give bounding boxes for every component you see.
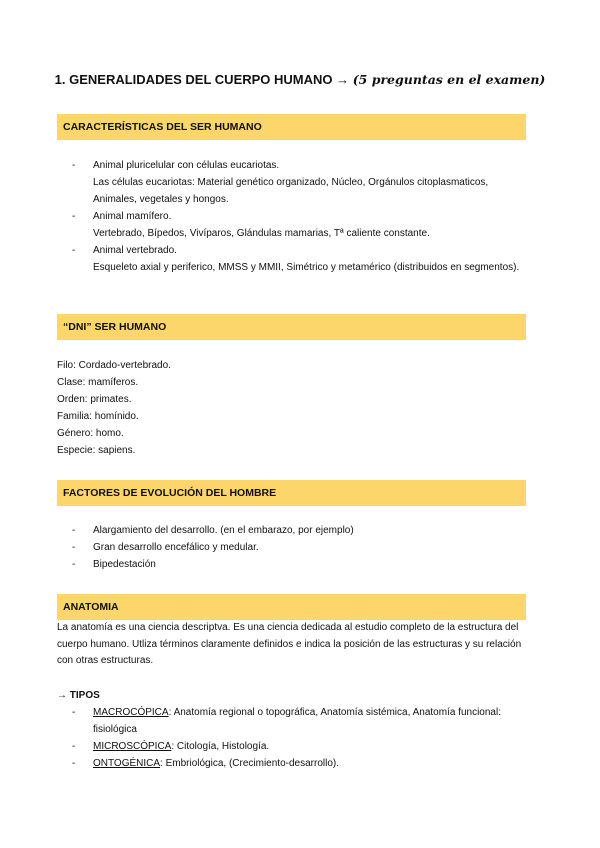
tipo-term: ONTOGÉNICA [93, 758, 161, 769]
caracteristicas-list [57, 157, 527, 276]
tipos-label: → TIPOS [57, 690, 100, 701]
section-body-dni [57, 357, 527, 459]
section-heading-anatomia: ANATOMIA [57, 594, 526, 620]
page-title [0, 72, 600, 87]
section-heading-factores: FACTORES DE EVOLUCIÓN DEL HOMBRE [57, 480, 526, 506]
tipo-desc: : Anatomía regional o topográfica, Anatomía sistémica, Anatomía funcional: fisiológica [93, 707, 501, 735]
factores-list [57, 522, 527, 573]
list-item: - Animal pluricelular con células eucariotas. Las células eucariotas: Material genético organizado, Núcleo, Orgánulos citoplasmaticos, Animales, vegetales y hongos. [57, 157, 527, 208]
title-note: (5 preguntas en el examen) [352, 72, 546, 87]
taxonomy-line: Filo: Cordado-vertebrado. [57, 360, 171, 371]
section-body-caracteristicas [57, 157, 527, 276]
tipo-term: MACROCÓPICA [93, 707, 169, 718]
list-item: - Gran desarrollo encefálico y medular. [57, 539, 527, 556]
list-item [57, 704, 527, 738]
section-heading-dni: “DNI” SER HUMANO [57, 314, 526, 340]
section-body-factores [57, 522, 527, 573]
list-item: - Bipedestación [57, 556, 527, 573]
taxonomy-line: Especie: sapiens. [57, 445, 136, 456]
title-main: 1. GENERALIDADES DEL CUERPO HUMANO [54, 72, 333, 87]
tipos-block [57, 687, 527, 772]
list-item [57, 738, 527, 755]
list-item: - Alargamiento del desarrollo. (en el embarazo, por ejemplo) [57, 522, 527, 539]
anatomia-paragraph: La anatomía es una ciencia descriptva. Es una ciencia dedicada al estudio completo de la estructura del cuerpo humano. Utliza términos claramente definidos e indica la posición de las estructuras y su relación con otras estructuras. [57, 622, 522, 666]
taxonomy-line: Orden: primates. [57, 394, 132, 405]
tipo-desc: : Embriológica, (Crecimiento-desarrollo). [160, 758, 339, 769]
list-item: - Animal vertebrado. Esqueleto axial y periferico, MMSS y MMII, Simétrico y metamérico (distribuidos en segmentos). [57, 242, 527, 276]
tipo-desc: : Citología, Histología. [171, 741, 270, 752]
list-item [57, 755, 527, 772]
title-arrow: → [336, 72, 350, 87]
section-heading-caracteristicas: CARACTERÍSTICAS DEL SER HUMANO [57, 114, 526, 140]
tipo-term: MICROSCÓPICA [93, 741, 172, 752]
taxonomy-line: Clase: mamíferos. [57, 377, 139, 388]
tipos-list [57, 704, 527, 772]
taxonomy-line: Familia: homínido. [57, 411, 139, 422]
list-item: - Animal mamífero. Vertebrado, Bípedos, Vivíparos, Glándulas mamarias, Tª caliente constante. [57, 208, 527, 242]
taxonomy-line: Género: homo. [57, 428, 124, 439]
